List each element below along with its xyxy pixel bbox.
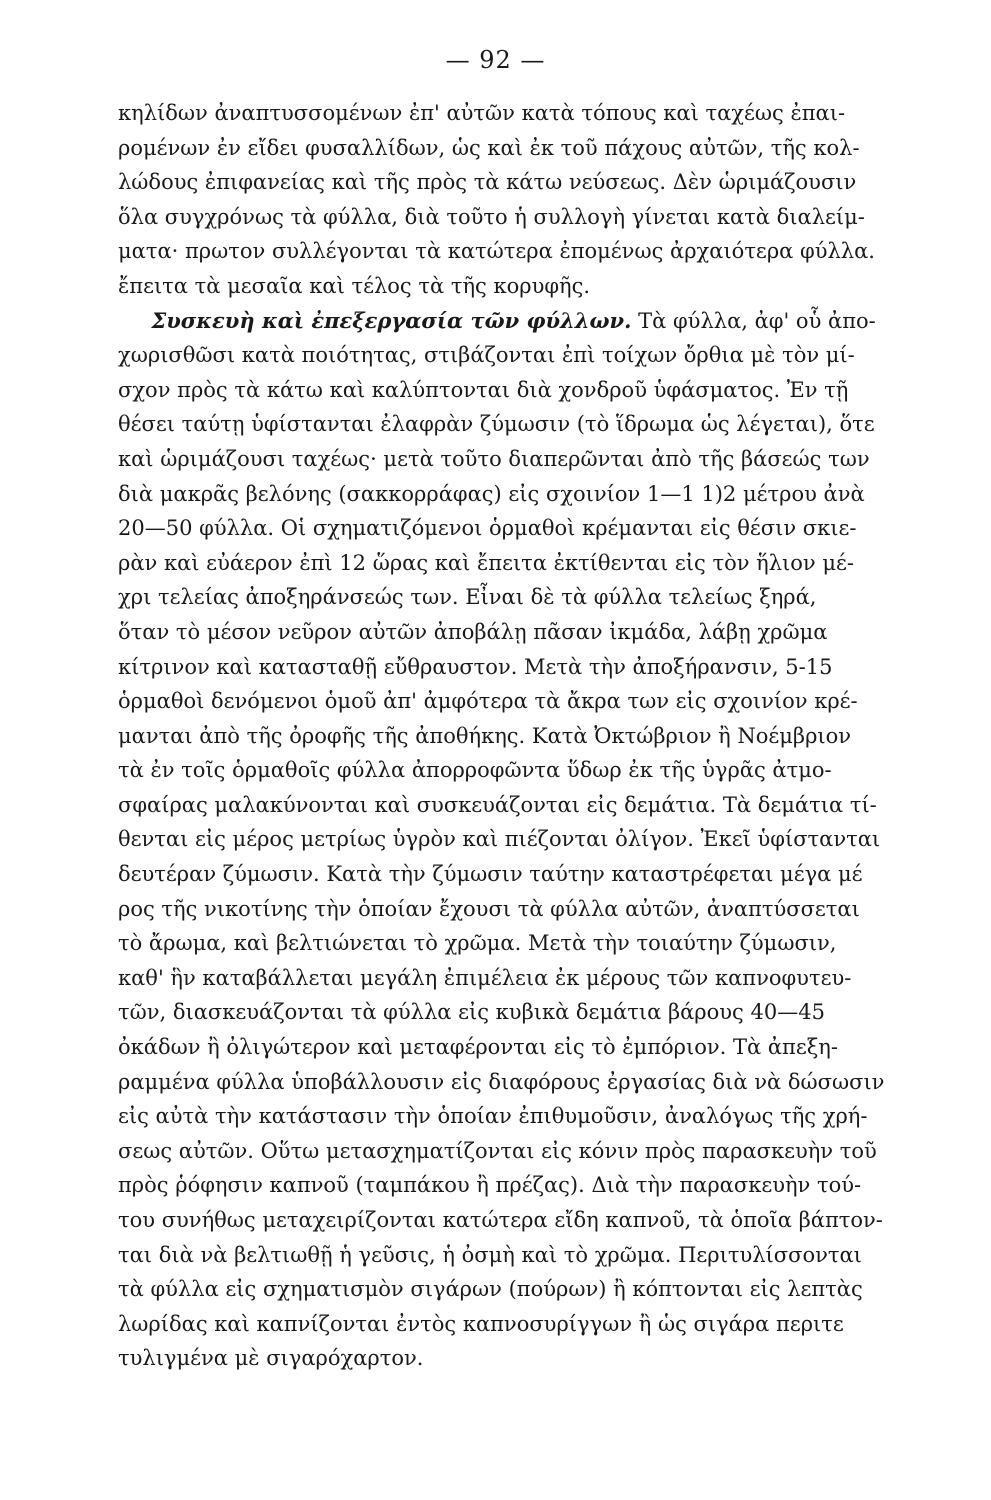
heading-line <box>118 304 926 339</box>
heading-line-rest: Τὰ φύλλα, ἀφ' οὗ ἀπο- <box>631 308 876 333</box>
text-line: διὰ μακρᾶς βελόνης (σακκορράφας) εἰς σχοινίον 1—1 1)2 μέτρου ἀνὰ <box>118 481 865 506</box>
text-line <box>118 1376 926 1411</box>
text-line: ματα· πρωτον συλλέγονται τὰ κατώτερα ἐπομένως ἀρχαιότερα φύλλα. <box>118 239 875 264</box>
text-line: πρὸς ῥόφησιν καπνοῦ (ταμπάκου ἢ πρέζας). Διὰ τὴν παρασκευὴν τού- <box>118 1173 862 1198</box>
text-line: του συνήθως μεταχειρίζονται κατώτερα εἴδη καπνοῦ, τὰ ὁποῖα βάπτον- <box>118 1208 883 1232</box>
text-line: δευτέραν ζύμωσιν. Κατὰ τὴν ζύμωσιν ταύτην καταστρέφεται μέγα μέ <box>118 862 863 887</box>
text-line: μανται ἀπὸ τῆς ὀροφῆς τῆς ἀποθήκης. Κατὰ Ὀκτώβριον ἢ Νοέμβριον <box>118 723 852 748</box>
text-line: κηλίδων ἀναπτυσσομένων ἐπ' αὐτῶν κατὰ τόπους καὶ ταχέως ἐπαι- <box>118 101 846 125</box>
text-line: θέσει ταύτῃ ὑφίστανται ἐλαφρὰν ζύμωσιν (τὸ ἵδρωμα ὡς λέγεται), ὅτε <box>118 412 875 437</box>
text-line: λωρίδας καὶ καπνίζονται ἐντὸς καπνοσυρίγγων ἢ ὡς σιγάρα περιτε <box>118 1311 844 1336</box>
text-line: καὶ ὡριμάζουσι ταχέως· μετὰ τοῦτο διαπερῶνται ἀπὸ τῆς βάσεώς των <box>118 446 870 471</box>
text-line: χρι τελείας ἀποξηράνσεώς των. Εἶναι δὲ τὰ φύλλα τελείως ξηρά, <box>118 585 817 610</box>
text-line: θενται εἰς μέρος μετρίως ὑγρὸν καὶ πιέζονται ὀλίγον. Ἐκεῖ ὑφίστανται <box>118 827 881 852</box>
text-line: τῶν, διασκευάζονται τὰ φύλλα εἰς κυβικὰ δεμάτια βάρους 40—45 <box>118 1000 825 1025</box>
section-heading: Συσκευὴ καὶ ἐπεξεργασία τῶν φύλλων. <box>151 307 632 333</box>
text-line: χωρισθῶσι κατὰ ποιότητας, στιβάζονται ἐπὶ τοίχων ὄρθια μὲ τὸν μί- <box>118 343 855 368</box>
text-line: σχον πρὸς τὰ κάτω καὶ καλύπτονται διὰ χονδροῦ ὑφάσματος. Ἐν τῇ <box>118 377 849 402</box>
text-line: ἔπειτα τὰ μεσαῖα καὶ τέλος τὰ τῆς κορυφῆς. <box>118 273 591 298</box>
text-line: ρος τῆς νικοτίνης τὴν ὁποίαν ἔχουσι τὰ φύλλα αὐτῶν, ἀναπτύσσεται <box>118 896 860 921</box>
text-line: καθ' ἣν καταβάλλεται μεγάλη ἐπιμέλεια ἐκ μέρους τῶν καπνοφυτευ- <box>118 965 852 990</box>
text-line: λώδους ἐπιφανείας καὶ τῆς πρὸς τὰ κάτω νεύσεως. Δὲν ὡριμάζουσιν <box>118 170 857 195</box>
body-text <box>118 96 926 1445</box>
text-line: ὅλα συγχρόνως τὰ φύλλα, διὰ τοῦτο ἡ συλλογὴ γίνεται κατὰ διαλείμ- <box>118 204 865 229</box>
text-line: τὸ ἄρωμα, καὶ βελτιώνεται τὸ χρῶμα. Μετὰ τὴν τοιαύτην ζύμωσιν, <box>118 931 837 956</box>
text-line: ὅταν τὸ μέσον νεῦρον αὐτῶν ἀποβάλῃ πᾶσαν ἰκμάδα, λάβῃ χρῶμα <box>118 619 828 644</box>
text-line: ραμμένα φύλλα ὑποβάλλουσιν εἰς διαφόρους ἐργασίας διὰ νὰ δώσωσιν <box>118 1069 885 1094</box>
text-line: ρὰν καὶ εὐάερον ἐπὶ 12 ὥρας καὶ ἔπειτα ἐκτίθενται εἰς τὸν ἥλιον μέ- <box>118 550 854 575</box>
text-line: τυλιγμένα μὲ σιγαρόχαρτον. <box>118 1346 424 1371</box>
text-line: κίτρινον καὶ κατασταθῇ εὔθραυστον. Μετὰ τὴν ἀποξήρανσιν, 5-15 <box>118 654 833 679</box>
text-line: 20—50 φύλλα. Οἱ σχηματιζόμενοι ὁρμαθοὶ κρέμανται εἰς θέσιν σκιε- <box>118 516 857 541</box>
text-line: εἰς αὐτὰ τὴν κατάστασιν τὴν ὁποίαν ἐπιθυμοῦσιν, ἀναλόγως τῆς χρή- <box>118 1104 868 1129</box>
page-number: — 92 — <box>445 46 546 74</box>
text-line: ται διὰ νὰ βελτιωθῇ ἡ γεῦσις, ἡ ὀσμὴ καὶ τὸ χρῶμα. Περιτυλίσσονται <box>118 1242 862 1267</box>
text-line: ρομένων ἐν εἴδει φυσαλλίδων, ὡς καὶ ἐκ τοῦ πάχους αὐτῶν, τῆς κολ- <box>118 135 860 160</box>
text-line: σεως αὐτῶν. Οὕτω μετασχηματίζονται εἰς κόνιν πρὸς παρασκευὴν τοῦ <box>118 1138 877 1163</box>
text-line <box>118 1411 926 1446</box>
text-line: ὁρμαθοὶ δενόμενοι ὁμοῦ ἀπ' ἀμφότερα τὰ ἄκρα των εἰς σχοινίον κρέ- <box>118 689 858 714</box>
text-line: τὰ ἐν τοῖς ὁρμαθοῖς φύλλα ἀπορροφῶντα ὕδωρ ἐκ τῆς ὑγρᾶς ἀτμο- <box>118 758 832 783</box>
text-line: σφαίρας μαλακύνονται καὶ συσκευάζονται εἰς δεμάτια. Τὰ δεμάτια τί- <box>118 792 877 817</box>
text-line: ὀκάδων ἢ ὀλιγώτερον καὶ μεταφέρονται εἰς τὸ ἐμπόριον. Τὰ ἀπεξη- <box>118 1035 838 1060</box>
text-line: τὰ φύλλα εἰς σχηματισμὸν σιγάρων (πούρων) ἢ κόπτονται εἰς λεπτὰς <box>118 1277 863 1302</box>
